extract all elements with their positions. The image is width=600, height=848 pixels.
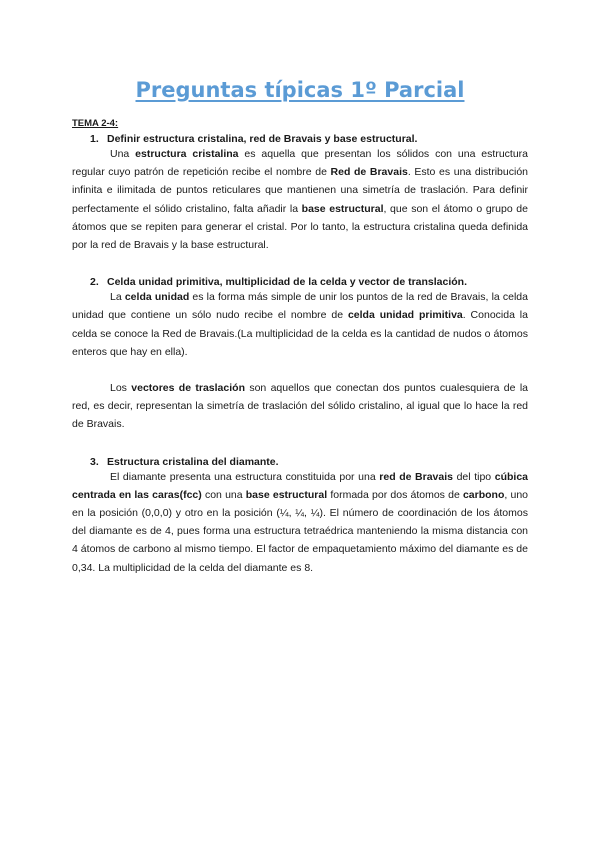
question-2-number: 2. xyxy=(90,276,99,289)
text-run: es aquella que presentan los sólidos con una estructura regular cuyo patrón de repetición recibe el nombre de xyxy=(72,148,528,179)
question-3-answer xyxy=(72,468,528,577)
bold-term: celda unidad primitiva xyxy=(347,309,463,322)
text-run: Los xyxy=(110,382,132,395)
text-run: son aquellos que conectan dos puntos cualesquiera de la red, es decir, representan la simetría de traslación del sólido cristalino, al igual que lo hace la red de Bravais. xyxy=(72,382,528,431)
question-3-text: Estructura cristalina del diamante. xyxy=(107,455,279,468)
question-1-text: Definir estructura cristalina, red de Bravais y base estructural. xyxy=(107,133,418,145)
bold-term: base estructural xyxy=(301,202,384,215)
bold-term: celda unidad xyxy=(124,291,190,304)
bold-term: Red de Bravais xyxy=(330,166,408,179)
text-run: . Conocida la celda se conoce la Red de Bravais.(La multiplicidad de la celda es la cantidad de nudos o átomos enteros que hay en ella). xyxy=(72,309,528,358)
text-run: del tipo xyxy=(453,470,495,483)
text-run: . Esto es una distribución infinita e ilimitada de puntos reticulares que mantienen una simetría de traslación. Para definir perfectamente el sólido cristalino, falta añadir la xyxy=(72,166,528,215)
bold-term: carbono xyxy=(462,488,505,501)
text-run: con una xyxy=(201,488,246,501)
text-run: , que son el átomo o grupo de átomos que se repiten para generar el cristal. Por lo tanto, la estructura cristalina queda definida por la red de Bravais y la base estructural. xyxy=(72,202,528,252)
question-2-answer-2 xyxy=(72,379,528,434)
bold-term: cúbica centrada en las caras(fcc) xyxy=(72,470,528,501)
question-1-number: 1. xyxy=(90,133,99,145)
page-title: Preguntas típicas 1º Parcial xyxy=(135,78,465,102)
question-1-heading xyxy=(72,133,528,145)
text-run: formada por dos átomos de xyxy=(327,488,463,501)
bold-term: vectores de traslación xyxy=(131,382,245,395)
question-2-text: Celda unidad primitiva, multiplicidad de la celda y vector de translación. xyxy=(107,276,468,289)
section-label: TEMA 2-4: xyxy=(72,118,119,129)
text-run: Una xyxy=(110,148,136,160)
text-run: , uno en la posición (0,0,0) y otro en la posición (¼, ¼, ¼). El número de coordinación de los átomos del diamante es de 4, pues forma una estructura tetraédrica manteniendo la misma distancia con 4 átomos de carbono al mismo tiempo. El factor de empaquetamiento máximo del diamante es de 0,34. La multiplicidad de la celda del diamante es 8. xyxy=(72,488,529,574)
bold-term: base estructural xyxy=(245,488,328,501)
text-run: es la forma más simple de unir los puntos de la red de Bravais, la celda unidad que contiene un sólo nudo recibe el nombre de xyxy=(72,291,528,322)
question-3-heading xyxy=(72,456,528,468)
text-run: La xyxy=(110,291,125,304)
question-1-answer xyxy=(72,145,528,254)
bold-term: red de Bravais xyxy=(379,470,453,483)
question-2-heading xyxy=(72,276,528,288)
question-2-answer-1 xyxy=(72,288,528,361)
text-run: El diamante presenta una estructura constituida por una xyxy=(110,470,380,483)
question-3-number: 3. xyxy=(90,455,99,468)
bold-term: estructura cristalina xyxy=(135,148,239,160)
